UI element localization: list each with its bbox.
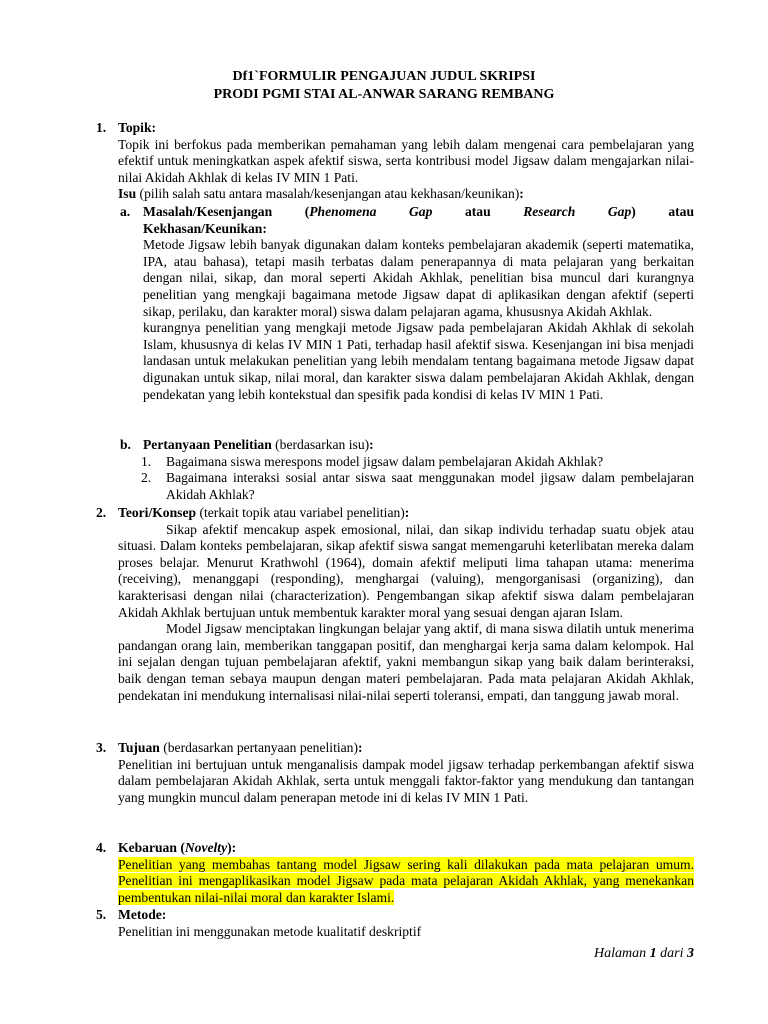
item-a-heading-line1: [143, 204, 694, 221]
question-number: 2.: [141, 470, 152, 486]
label-pre: Kebaruan (: [118, 840, 185, 855]
colon: :: [369, 437, 374, 452]
form-title: Df1`FORMULIR PENGAJUAN JUDUL SKRIPSI: [232, 69, 536, 84]
section-label: Teori/Konsep: [118, 505, 197, 520]
page-footer: [594, 946, 694, 963]
isu-item-b: [120, 437, 694, 503]
footer-middle: dari: [656, 946, 687, 961]
isu-item-a: [120, 204, 695, 403]
colon: :: [404, 505, 410, 520]
footer-prefix: Halaman: [594, 946, 650, 961]
note: (berdasarkan isu): [275, 437, 370, 452]
metode-text: Penelitian ini menggunakan metode kualitatif deskriptif: [118, 923, 422, 939]
note: (berdasarkan pertanyaan penelitian): [163, 740, 358, 755]
label-novelty: Novelty: [184, 840, 228, 855]
section-topik: [96, 120, 694, 203]
teori-paragraph-1: Sikap afektif mencakup aspek emosional, nilai, dan sikap individu terhadap suatu objek atau situasi. Dalam konteks pembelajaran, sikap afektif siswa sangat memengaruhi keterlibatan mereka dalam proses belajar. Menurut Krathwohl (1964), domain afektif meliputi lima tahapan utama: menerima (receiving), menanggapi (responding), menghargai (valuing), mengorganisasi (organizing), dan karakterisasi dengan nilai (characterization). Pengembangan sikap afektif siswa dalam pembelajaran Akidah Akhlak bertujuan untuk membentuk karakter moral yang sesuai dengan ajaran Islam.: [118, 521, 694, 620]
question-item: [141, 470, 694, 503]
question-list: [141, 453, 694, 504]
label-masalah: Masalah/Kesenjangan: [143, 204, 273, 219]
section-number: 4.: [96, 840, 107, 855]
question-text: Bagaimana interaksi sosial antar siswa saat menggunakan model jigsaw dalam pembelajaran Akidah Akhlak?: [166, 470, 694, 502]
item-a-paragraph-2: kurangnya penelitian yang mengkaji metode Jigsaw pada pembelajaran Akidah Akhlak di sekolah Islam, khususnya di kelas IV MIN 1 Pati, terhadap hasil afektif siswa. Kesenjangan ini bisa menjadi landasan untuk melakukan penelitian yang lebih mendalam tentang bagaimana metode Jigsaw dapat digunakan untuk sikap, nilai moral, dan karakter siswa dalam pembelajaran Akidah Akhlak, dengan pendekatan yang lebih kontekstual dan spesifik pada kondisi di kelas IV MIN 1 Pati.: [143, 320, 694, 402]
kebaruan-heading: [118, 840, 694, 857]
question-text: Bagaimana siswa merespons model jigsaw dalam pembelajaran Akidah Akhlak?: [166, 453, 604, 469]
research-gap: Research Gap: [523, 204, 632, 219]
question-item: [141, 453, 694, 471]
tujuan-text: Penelitian ini bertujuan untuk menganalisis dampak model jigsaw terhadap perkembangan afektif siswa dalam pembelajaran Akidah Akhlak, serta untuk menggali faktor-faktor yang mendukung dan tantangan yang mungkin muncul dalam penerapan metode ini di kelas IV MIN 1 Pati.: [118, 756, 694, 805]
question-number: 1.: [141, 453, 152, 469]
section-metode: [96, 907, 694, 940]
atau: atau: [464, 204, 491, 219]
colon: :: [357, 740, 363, 755]
section-label: Tujuan: [118, 740, 160, 755]
isu-line: [118, 186, 694, 203]
topik-text: Topik ini berfokus pada memberikan pemahaman yang lebih dalam mengenai cara pembelajaran yang efektif untuk meningkatkan aspek afektif siswa, serta kontribusi model Jigsaw dalam mengajarkan nilai-nilai Akidah Akhlak di kelas IV MIN 1 Pati.: [118, 136, 694, 185]
paren: ): [631, 204, 636, 219]
teori-heading: [118, 505, 694, 522]
isu-note: (pilih salah satu antara masalah/kesenjangan atau kekhasan/keunikan): [139, 186, 520, 202]
tujuan-heading: [118, 740, 694, 757]
section-label: Metode:: [118, 907, 167, 922]
section-tujuan: [96, 740, 694, 806]
page-total: 3: [687, 946, 694, 961]
item-letter: b.: [120, 437, 131, 452]
isu-label: Isu: [118, 186, 137, 202]
isu-colon: :: [519, 186, 524, 202]
paren: (: [304, 204, 310, 219]
item-a-paragraph-1: Metode Jigsaw lebih banyak digunakan dalam konteks pembelajaran akademik (seperti matematika, IPA, atau bahasa), tetapi masih terbatas dalam penerapannya di mata pelajaran yang berkaitan dengan nilai, sikap, dan moral seperti Akidah Akhlak, penelitian bisa muncul dari kurangnya penelitian yang mengkaji bagaimana metode Jigsaw dapat di aplikasikan dengan afektif (seperti sikap, perilaku, dan karakter moral) siswa dalam pelajaran agama, khususnya Akidah Akhlak.: [143, 237, 694, 319]
item-a-heading-line2: Kekhasan/Keunikan:: [143, 220, 267, 236]
section-number: 1.: [96, 120, 107, 135]
section-number: 5.: [96, 907, 107, 922]
atau: atau: [668, 204, 695, 219]
item-letter: a.: [120, 204, 131, 219]
section-kebaruan: [96, 840, 694, 906]
phenomena-gap: Phenomena Gap: [309, 204, 433, 219]
page-number: 1: [649, 946, 657, 961]
section-label: Topik:: [118, 120, 157, 135]
highlighted-text: Penelitian yang membahas tantang model Jigsaw sering kali dilakukan pada mata pelajaran umum. Penelitian ini mengaplikasikan model Jigsaw pada mata pelajaran Akidah Akhlak, yang menekankan pembentukan nilai-nilai moral dan karakter Islami.: [118, 856, 694, 905]
form-subtitle: PRODI PGMI STAI AL-ANWAR SARANG REMBANG: [213, 87, 555, 102]
item-b-heading: [143, 437, 694, 454]
label-pertanyaan: Pertanyaan Penelitian: [143, 437, 272, 452]
kebaruan-text: [118, 857, 694, 907]
teori-paragraph-2: Model Jigsaw menciptakan lingkungan belajar yang aktif, di mana siswa dilatih untuk menerima pandangan orang lain, memberikan tanggapan positif, dan menghargai kerja sama dalam kelompok. Hal ini sejalan dengan tujuan pembelajaran afektif, yakni membangun sikap yang baik dalam berinteraksi, baik dengan teman sebaya maupun dengan materi pembelajaran. Pada mata pelajaran Akidah Akhlak, pendekatan ini mendukung internalisasi nilai-nilai seperti toleransi, empati, dan tanggung jawab moral.: [118, 621, 694, 703]
section-number: 2.: [96, 505, 107, 520]
note: (terkait topik atau variabel penelitian): [199, 505, 405, 520]
label-post: ):: [227, 840, 237, 855]
section-teori: [96, 505, 694, 704]
section-number: 3.: [96, 740, 107, 755]
